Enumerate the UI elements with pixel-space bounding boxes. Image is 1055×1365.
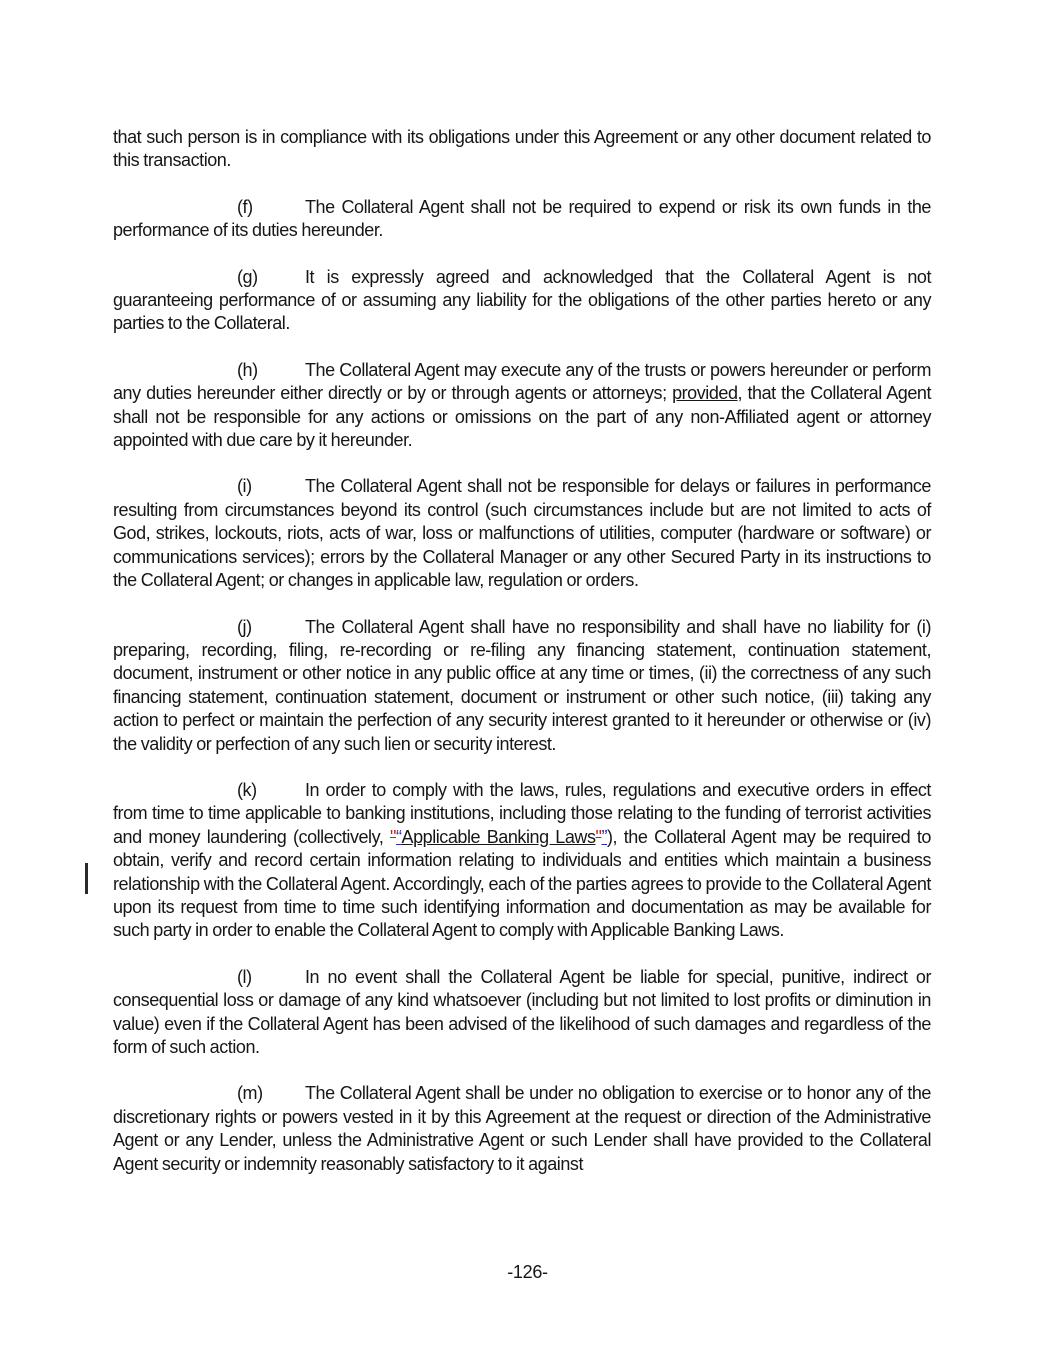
paragraph-label: (g) [237, 266, 258, 287]
paragraph [113, 126, 931, 173]
inserted-quote-run: ” [601, 826, 608, 847]
text-run: The Collateral Agent may execute any of the trusts or powers hereunder or perform any duties hereunder either directly or by or through agents or attorneys; [113, 359, 931, 404]
paragraph-label: (f) [237, 196, 253, 217]
deleted-quote-run: " [595, 826, 602, 847]
text-run: The Collateral Agent shall not be responsible for delays or failures in performance resulting from circumstances beyond its control (such circumstances include but are not limited to acts of God, strikes, lockouts, riots, acts of war, loss or malfunctions of utilities, computer (hardware or software) or communications services); errors by the Collateral Manager or any other Secured Party in its instructions to the Collateral Agent; or changes in applicable law, regulation or orders. [113, 476, 931, 591]
text-run: , that the Collateral Agent shall not be responsible for any actions or omissions on the part of any non-Affiliated agent or attorney appointed with due care by it hereunder. [113, 383, 931, 451]
margin-change-bar [85, 863, 88, 894]
text-run: In no event shall the Collateral Agent be liable for special, punitive, indirect or consequential loss or damage of any kind whatsoever (including but not limited to lost profits or diminution in value) even if the Collateral Agent has been advised of the likelihood of such damages and regardless of the form of such action. [113, 966, 931, 1057]
paragraph [113, 966, 931, 1060]
paragraph [113, 779, 931, 943]
paragraph-label: (l) [237, 966, 252, 987]
text-run: The Collateral Agent shall have no responsibility and shall have no liability for (i) preparing, recording, filing, re-recording or re-filing any financing statement, continuation statement, document, instrument or other notice in any public office at any time or times, (ii) the correctness of any such financing statement, continuation statement, document or instrument or other such notice, (iii) taking any action to perfect or maintain the perfection of any security interest granted to it hereunder or otherwise or (iv) the validity or perfection of any such lien or security interest. [113, 616, 931, 754]
page-number: -126- [507, 1262, 548, 1282]
paragraph [113, 616, 931, 756]
text-run: The Collateral Agent shall be under no obligation to exercise or to honor any of the discretionary rights or powers vested in it by this Agreement at the request or direction of the Administrative Agent or any Lender, unless the Administrative Agent or such Lender shall have provided to the Collateral Agent security or indemnity reasonably satisfactory to it against [113, 1083, 931, 1174]
text-run: that such person is in compliance with its obligations under this Agreement or any other document related to this transaction. [113, 127, 931, 171]
paragraph [113, 1082, 931, 1176]
underline-run: Applicable Banking Laws [401, 826, 596, 847]
paragraph [113, 359, 931, 453]
paragraph-label: (m) [237, 1083, 263, 1104]
paragraph-label: (j) [237, 616, 252, 637]
text-run: It is expressly agreed and acknowledged that the Collateral Agent is not guaranteeing performance of or assuming any liability for the obligations of the other parties hereto or any parties to the Collateral. [113, 266, 931, 334]
paragraph [113, 196, 931, 243]
text-run: The Collateral Agent shall not be required to expend or risk its own funds in the performance of its duties hereunder. [113, 196, 931, 241]
underline-run: provided [672, 383, 738, 404]
paragraph-label: (i) [237, 476, 252, 497]
paragraph [113, 475, 931, 592]
paragraph-label: (h) [237, 359, 258, 380]
text-run: ), the Collateral Agent may be required to obtain, verify and record certain information relating to individuals and entities which maintain a business relationship with the Collateral Agent. Accordingly, each of the parties agrees to provide to the Collateral Agent upon its request from time to time such identifying information and documentation as may be available for such party in order to enable the Collateral Agent to comply with Applicable Banking Laws. [113, 826, 931, 941]
deleted-quote-run: " [390, 826, 396, 847]
paragraph [113, 266, 931, 336]
inserted-quote-run: “ [395, 826, 402, 847]
paragraph-label: (k) [237, 779, 257, 800]
document-body [113, 126, 931, 1199]
text-run: In order to comply with the laws, rules, regulations and executive orders in effect from time to time applicable to banking institutions, including those relating to the funding of terrorist activities and money laundering (collectively, [113, 779, 931, 847]
